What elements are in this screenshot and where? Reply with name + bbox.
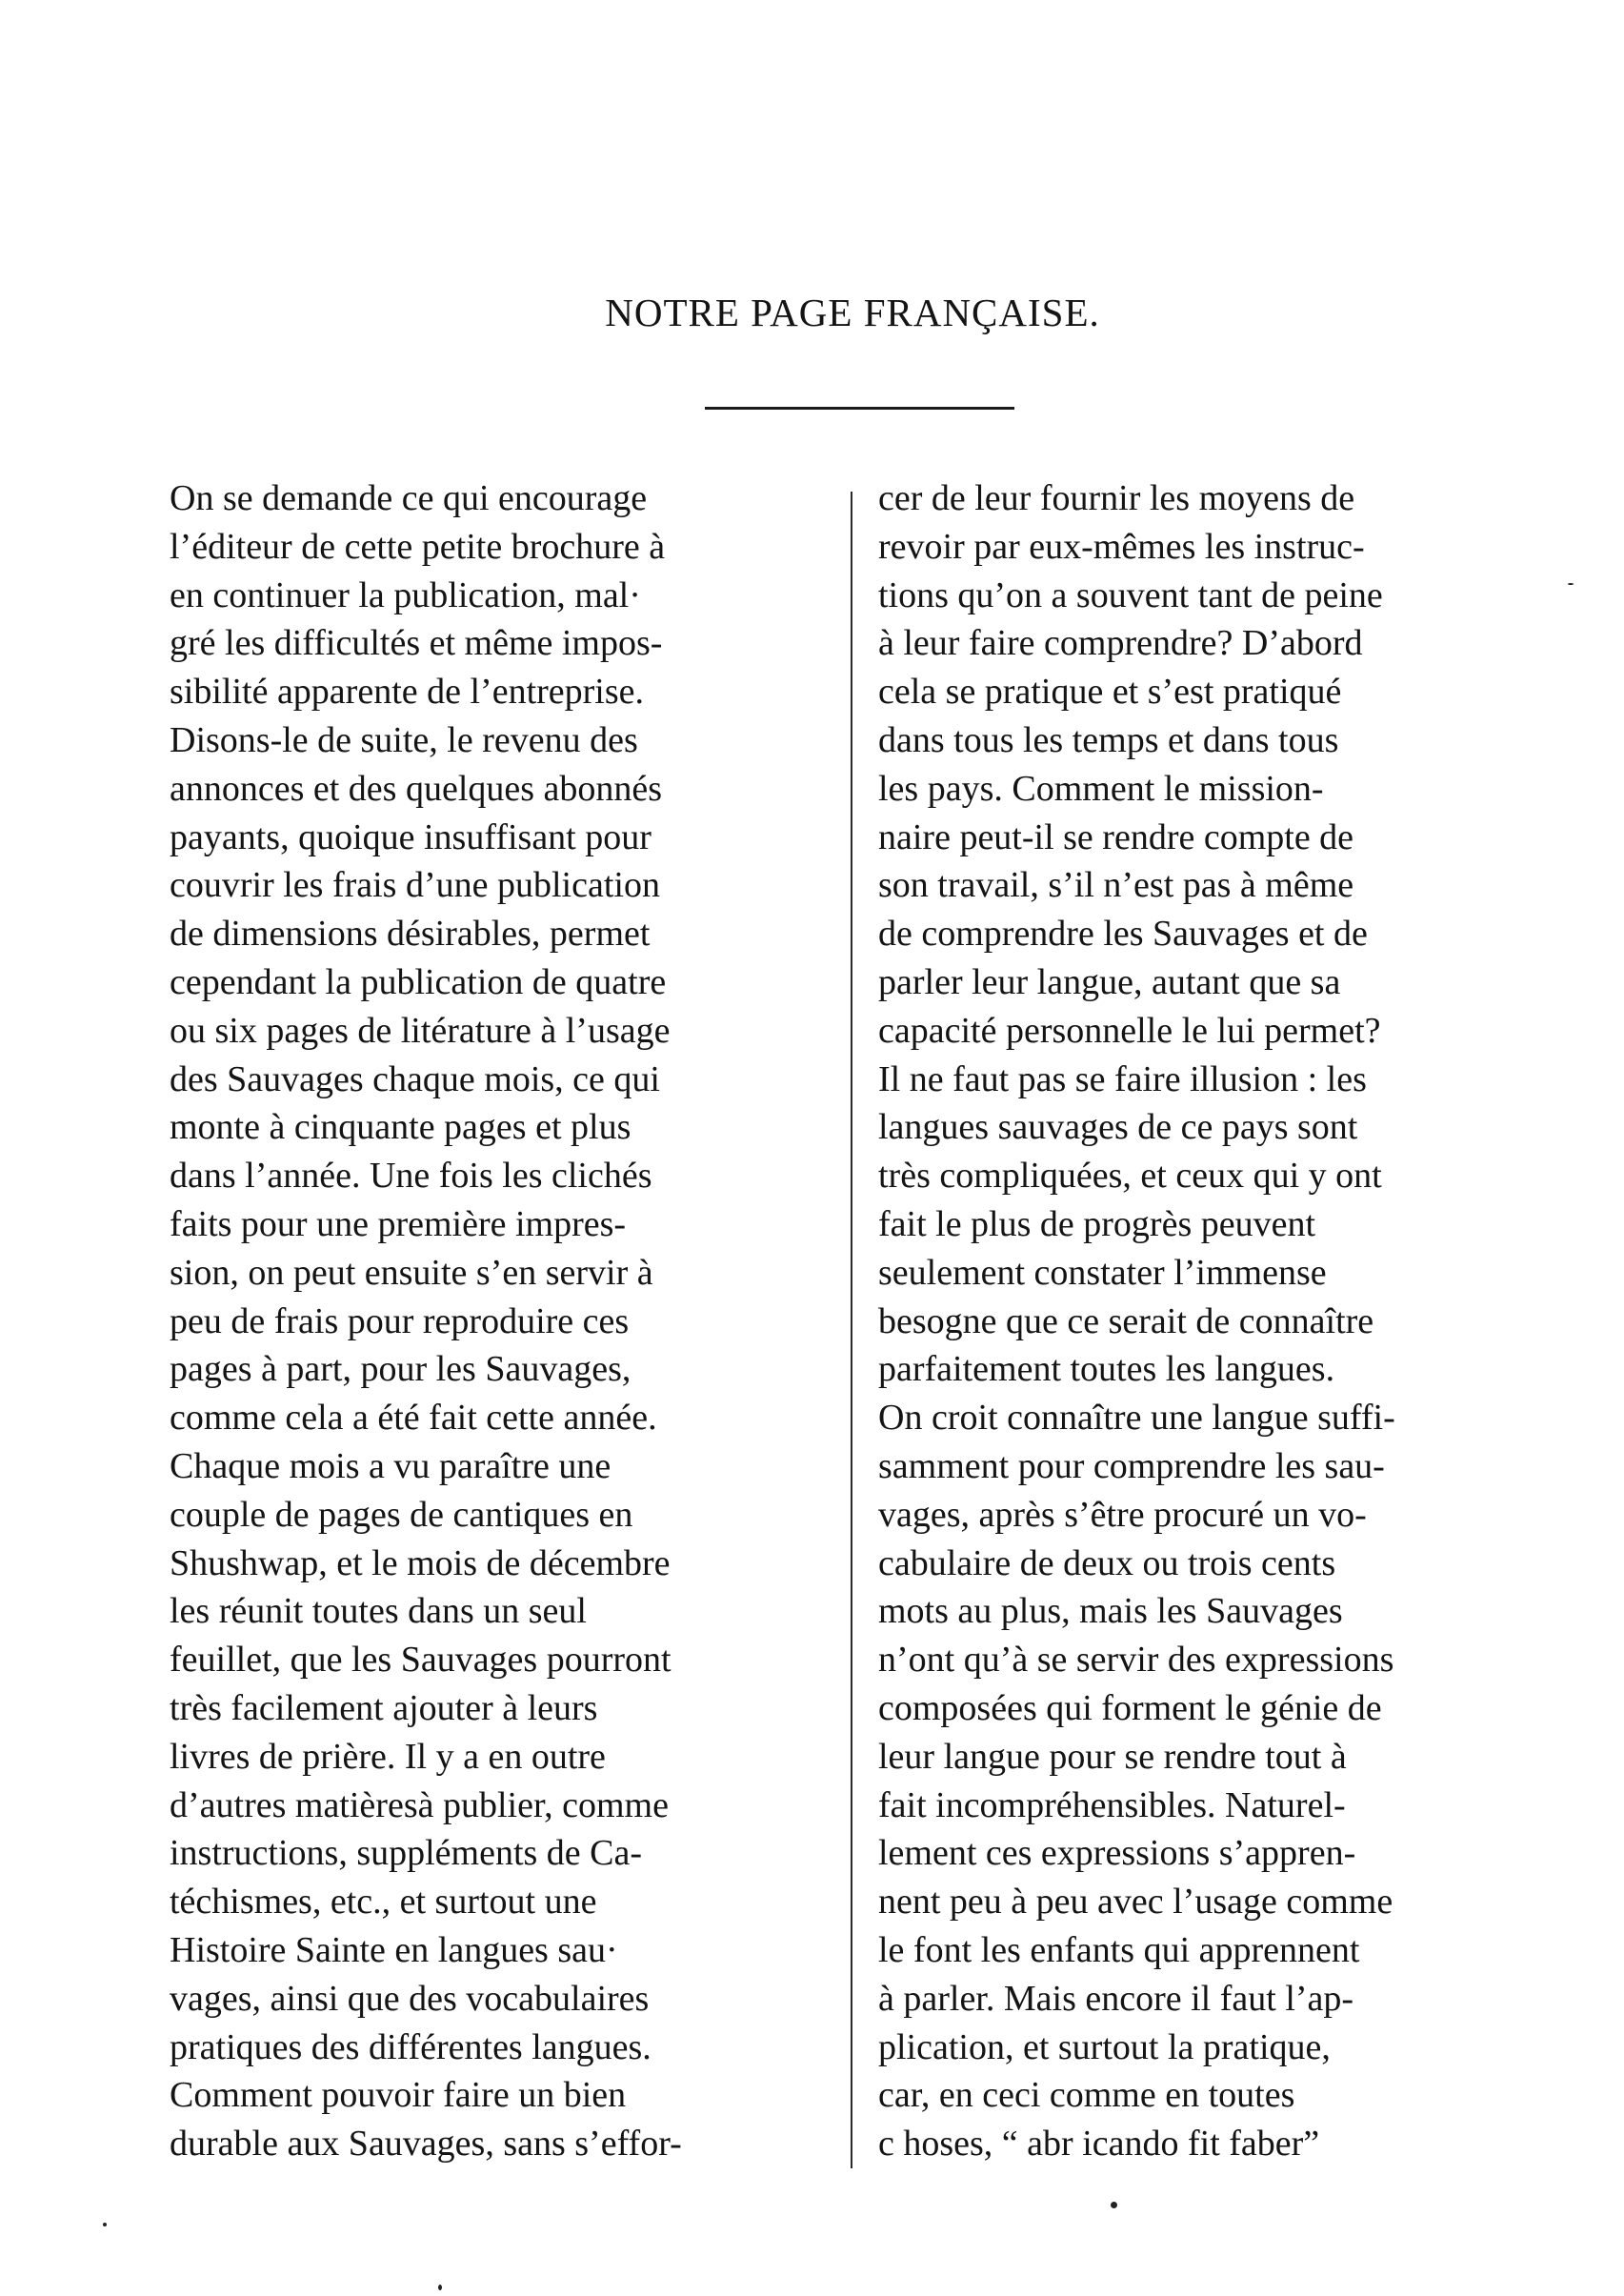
right-column-line: seulement constater l’immense [878, 1252, 1327, 1293]
right-column-line: à leur faire comprendre? D’abord [878, 623, 1363, 664]
right-column-line: capacité personnelle le lui permet? [878, 1010, 1381, 1051]
right-column-line: à parler. Mais encore il faut l’ap- [878, 1978, 1354, 2019]
column-divider [851, 492, 852, 2168]
left-column-line: payants, quoique insuffisant pour [170, 816, 652, 857]
left-column-line: l’éditeur de cette petite brochure à [170, 526, 666, 567]
left-column-line: annonces et des quelques abonnés [170, 768, 663, 809]
right-column-line: le font les enfants qui apprennent [878, 1929, 1360, 1970]
left-column-line: dans l’année. Une fois les clichés [170, 1156, 652, 1197]
right-column-line: vages, après s’être procuré un vo- [878, 1494, 1367, 1535]
print-speck [1568, 583, 1574, 585]
left-column-line: de dimensions désirables, permet [170, 914, 651, 955]
left-column-line: des Sauvages chaque mois, ce qui [170, 1058, 660, 1099]
left-column-line: couple de pages de cantiques en [170, 1494, 633, 1535]
right-column-line: On croit connaître une langue suffi- [878, 1398, 1395, 1439]
left-column-line: gré les difficultés et même impos- [170, 623, 663, 664]
right-column-line: n’ont qu’à se servir des expressions [878, 1640, 1394, 1681]
right-column-line: revoir par eux-mêmes les instruc- [878, 526, 1365, 567]
left-column-line: comme cela a été fait cette année. [170, 1398, 657, 1439]
print-speck [438, 2285, 442, 2290]
right-column-line: cela se pratique et s’est pratiqué [878, 672, 1342, 713]
left-column [170, 474, 827, 2168]
right-column-line: samment pour comprendre les sau- [878, 1445, 1385, 1486]
print-speck [103, 2223, 107, 2226]
print-speck [1111, 2202, 1117, 2208]
left-column-line: Shushwap, et le mois de décembre [170, 1542, 671, 1583]
right-column-line: dans tous les temps et dans tous [878, 719, 1339, 760]
right-column-line: langues sauvages de ce pays sont [878, 1107, 1358, 1148]
right-column-line: nent peu à peu avec l’usage comme [878, 1882, 1393, 1923]
left-column-line: très facilement ajouter à leurs [170, 1687, 598, 1728]
left-column-line: pratiques des différentes langues. [170, 2026, 652, 2067]
right-column-line: parfaitement toutes les langues. [878, 1349, 1335, 1390]
left-column-line: d’autres matièresà publier, comme [170, 1784, 669, 1825]
left-column-line: téchismes, etc., et surtout une [170, 1882, 597, 1923]
left-column-line: livres de prière. Il y a en outre [170, 1736, 606, 1777]
right-column-line: fait incompréhensibles. Naturel- [878, 1784, 1346, 1825]
right-column-line: composées qui forment le génie de [878, 1687, 1382, 1728]
left-column-line: feuillet, que les Sauvages pourront [170, 1640, 672, 1681]
left-column-line: Histoire Sainte en langues sau· [170, 1929, 618, 1970]
right-column-line: très compliquées, et ceux qui y ont [878, 1156, 1382, 1197]
left-column-line: ou six pages de litérature à l’usage [170, 1010, 671, 1051]
right-column-line: de comprendre les Sauvages et de [878, 914, 1368, 955]
right-column-line: parler leur langue, autant que sa [878, 961, 1341, 1002]
left-column-line: sibilité apparente de l’entreprise. [170, 672, 645, 713]
right-column-line: lement ces expressions s’appren- [878, 1833, 1356, 1874]
left-column-line: Comment pouvoir faire un bien [170, 2075, 627, 2116]
left-column-line: sion, on peut ensuite s’en servir à [170, 1252, 653, 1293]
right-column-line: son travail, s’il n’est pas à même [878, 865, 1354, 906]
left-column-line: Disons-le de suite, le revenu des [170, 719, 638, 760]
right-column-line: les pays. Comment le mission- [878, 768, 1324, 809]
left-column-line: peu de frais pour reproduire ces [170, 1300, 630, 1341]
left-column-line: cependant la publication de quatre [170, 961, 667, 1002]
title-rule [705, 407, 1014, 410]
right-column-line: cer de leur fournir les moyens de [878, 478, 1355, 518]
left-column-line: instructions, suppléments de Ca- [170, 1833, 643, 1874]
right-column-line: fait le plus de progrès peuvent [878, 1203, 1316, 1244]
page-title: NOTRE PAGE FRANÇAISE. [605, 291, 1100, 334]
right-column-line: plication, et surtout la pratique, [878, 2026, 1331, 2067]
left-column-line: les réunit toutes dans un seul [170, 1591, 587, 1632]
right-column-line: c hoses, “ abr icando fit faber” [878, 2124, 1320, 2165]
left-column-line: pages à part, pour les Sauvages, [170, 1349, 632, 1390]
left-column-line: vages, ainsi que des vocabulaires [170, 1978, 650, 2019]
right-column-line: besogne que ce serait de connaître [878, 1300, 1374, 1341]
right-column-line: leur langue pour se rendre tout à [878, 1736, 1347, 1777]
right-column-line: tions qu’on a souvent tant de peine [878, 574, 1383, 615]
right-column-line: cabulaire de deux ou trois cents [878, 1542, 1336, 1583]
left-column-line: durable aux Sauvages, sans s’effor- [170, 2124, 682, 2165]
left-column-line: faits pour une première impres- [170, 1203, 627, 1244]
right-column-line: mots au plus, mais les Sauvages [878, 1591, 1343, 1632]
right-column [878, 474, 1545, 2168]
left-column-line: monte à cinquante pages et plus [170, 1107, 632, 1148]
left-column-line: couvrir les frais d’une publication [170, 865, 660, 906]
right-column-line: car, en ceci comme en toutes [878, 2075, 1295, 2116]
left-column-line: en continuer la publication, mal· [170, 574, 641, 615]
right-column-line: Il ne faut pas se faire illusion : les [878, 1058, 1367, 1099]
left-column-line: Chaque mois a vu paraître une [170, 1445, 612, 1486]
right-column-line: naire peut-il se rendre compte de [878, 816, 1354, 857]
left-column-line: On se demande ce qui encourage [170, 478, 648, 518]
